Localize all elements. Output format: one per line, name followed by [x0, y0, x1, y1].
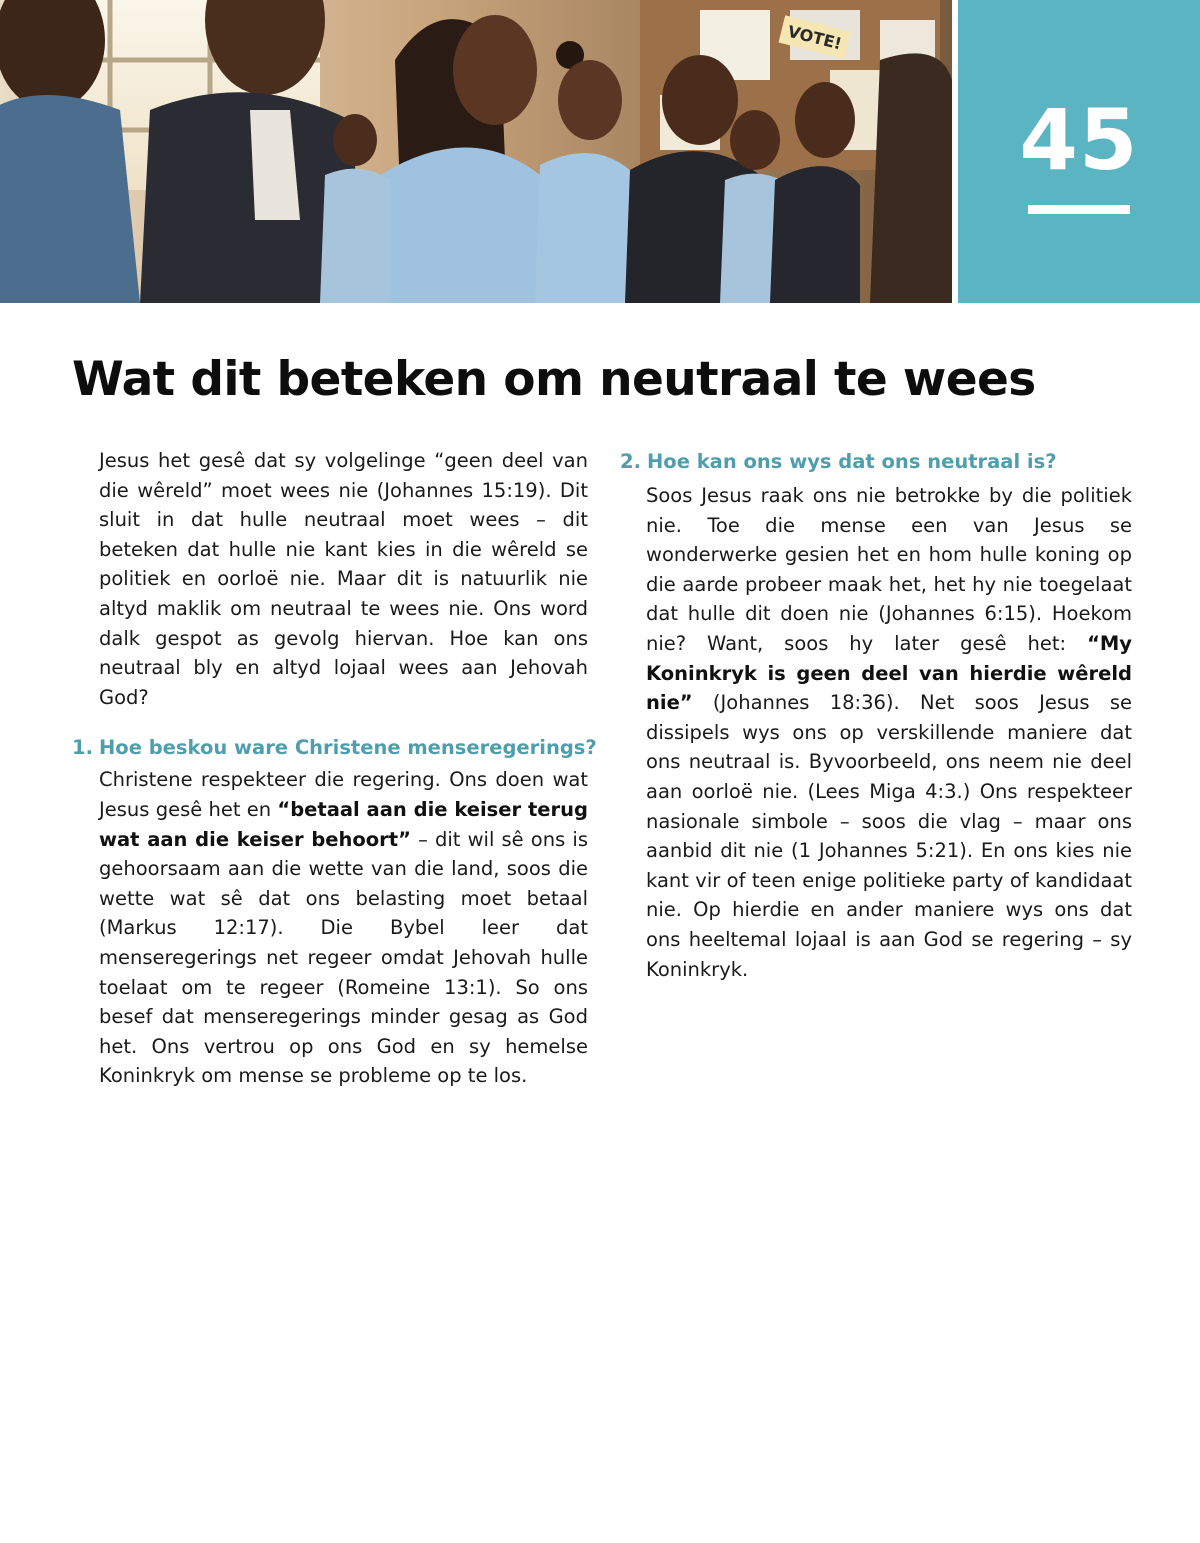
- lesson-number: 45: [1019, 91, 1139, 189]
- answer-text: Christene respekteer die regering. Ons doen wat Jesus gesê het en: [99, 768, 588, 821]
- question-number: 1.: [72, 736, 93, 760]
- question-text: Hoe kan ons wys dat ons neutraal is?: [646, 450, 1057, 473]
- hero-photo: [0, 0, 952, 303]
- lesson-number-underline: [1028, 205, 1130, 214]
- classroom-illustration: [0, 0, 952, 303]
- answer-paragraph: [72, 765, 588, 1091]
- vote-sign-text: VOTE!: [785, 21, 844, 54]
- question-text: Hoe beskou ware Christene menseregerings?: [98, 736, 597, 760]
- left-column: [72, 446, 597, 1091]
- answer-text: Soos Jesus raak ons nie betrokke by die politiek nie. Toe die mense een van Jesus se wonderwerke gesien het en hom hulle koning op die aarde probeer maak het, het hy nie toegelaat dat hulle dit doen nie (Johannes 6:15). Hoekom nie? Want, soos hy later gesê het:: [646, 484, 1132, 655]
- answer-text: – dit wil sê ons is gehoorsaam aan die wette van die land, soos die wette wat sê dat ons belasting moet betaal (Markus 12:17). Die Bybel leer dat menseregerings net regeer omdat Jehovah hulle toelaat om te regeer (Romeine 13:1). So ons besef dat menseregerings minder gesag as God het. Ons vertrou op ons God en sy hemelse Koninkryk om mense se probleme op te los.: [99, 827, 588, 1088]
- answer-paragraph: [620, 481, 1132, 984]
- lesson-number-tab: [958, 0, 1200, 303]
- scripture-quote: “betaal aan die keiser terug wat aan die keiser behoort”: [99, 797, 588, 851]
- answer-text: (Johannes 18:36). Net soos Jesus se dissipels wys ons op verskillende maniere dat ons neutraal is. Byvoorbeeld, ons neem nie deel aan oorloë nie. (Lees Miga 4:3.) Ons respekteer nasionale simbole – soos die vlag – maar ons aanbid dit nie (1 Johannes 5:21). En ons kies nie kant vir of teen enige politieke party of kandidaat nie. Op hierdie en ander maniere wys ons dat ons heeltemal lojaal is aan God se regering – sy Koninkryk.: [646, 691, 1132, 981]
- page-title: Wat dit beteken om neutraal te wees: [72, 352, 1036, 407]
- question-heading: [72, 734, 597, 762]
- right-column: [620, 446, 1132, 984]
- intro-paragraph: Jesus het gesê dat sy volgelinge “geen deel van die wêreld” moet wees nie (Johannes 15:19). Dit sluit in dat hulle neutraal moet wees – dit beteken dat hulle nie kant kies in die wêreld se politiek en oorloë nie. Maar dit is natuurlik nie altyd maklik om neutraal te wees nie. Ons word dalk gespot as gevolg hiervan. Hoe kan ons neutraal bly en altyd lojaal wees aan Jehovah God?: [99, 449, 588, 709]
- question-number: 2.: [620, 450, 641, 473]
- scripture-quote: “My Koninkryk is geen deel van hierdie wêreld nie”: [646, 631, 1132, 715]
- question-heading: [620, 448, 1132, 476]
